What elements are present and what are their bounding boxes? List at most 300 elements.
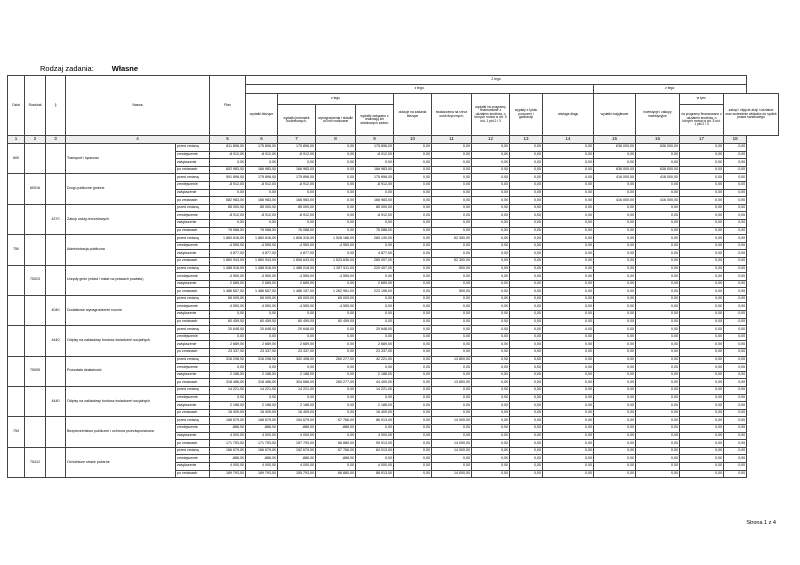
value-cell: 4 000,00: [210, 462, 246, 470]
value-cell: 16 409,00: [210, 409, 246, 417]
value-cell: 0,00: [724, 295, 747, 303]
value-cell: 1 860 616,00: [210, 235, 246, 243]
value-cell: 0,00: [432, 166, 472, 174]
value-cell: 0,00: [316, 144, 356, 152]
par-cell: 4040: [46, 295, 66, 325]
value-cell: 2 689,00: [246, 341, 278, 349]
value-cell: 0,00: [636, 181, 680, 189]
par-cell: [46, 356, 66, 386]
value-cell: 0,00: [680, 250, 724, 258]
value-cell: 67 766,00: [316, 417, 356, 425]
value-cell: 4 000,00: [278, 432, 316, 440]
column-number: 9: [356, 136, 394, 144]
value-cell: 0,00: [432, 349, 472, 357]
rozdzial-cell: [25, 326, 46, 356]
value-cell: 20 648,00: [356, 326, 394, 334]
value-cell: 0,00: [594, 159, 636, 167]
value-cell: 0,00: [636, 288, 680, 296]
value-cell: 0,00: [510, 265, 543, 273]
value-cell: 0,00: [472, 356, 510, 364]
row-label: po zmianach: [176, 318, 210, 326]
row-label: po zmianach: [176, 197, 210, 205]
value-cell: 0,00: [724, 151, 747, 159]
value-cell: 0,00: [543, 303, 594, 311]
value-cell: 318 486,00: [210, 379, 246, 387]
value-cell: 0,00: [510, 364, 543, 372]
value-cell: 1 808 643,00: [278, 257, 316, 265]
value-cell: 0,00: [594, 447, 636, 455]
value-cell: 0,00: [472, 341, 510, 349]
value-cell: 154 679,00: [278, 417, 316, 425]
value-cell: 0,00: [432, 159, 472, 167]
dzial-cell: 754: [8, 417, 25, 447]
table-row: [8, 295, 779, 303]
value-cell: 0,00: [316, 197, 356, 205]
value-cell: 0,00: [543, 204, 594, 212]
dzial-cell: 600: [8, 144, 25, 174]
value-cell: 0,00: [394, 326, 432, 334]
value-cell: 0,00: [510, 409, 543, 417]
value-cell: 2 689,00: [278, 280, 316, 288]
value-cell: 0,00: [210, 333, 246, 341]
value-cell: 0,00: [472, 235, 510, 243]
value-cell: 0,00: [543, 159, 594, 167]
value-cell: 1 486 657,00: [210, 288, 246, 296]
row-label: po zmianach: [176, 166, 210, 174]
value-cell: 0,00: [543, 462, 594, 470]
column-number: 15: [594, 136, 636, 144]
value-cell: 0,00: [636, 311, 680, 319]
value-cell: 0,00: [594, 288, 636, 296]
value-cell: 65 009,00: [210, 295, 246, 303]
value-cell: 0,00: [594, 181, 636, 189]
value-cell: 0,00: [472, 257, 510, 265]
task-type-value: Własne: [111, 64, 139, 73]
value-cell: 0,00: [472, 280, 510, 288]
value-cell: 4 000,00: [246, 462, 278, 470]
value-cell: 166 983,00: [246, 197, 278, 205]
value-cell: 0,00: [356, 242, 394, 250]
row-label: po zmianach: [176, 379, 210, 387]
value-cell: 0,00: [510, 432, 543, 440]
value-cell: 0,00: [210, 189, 246, 197]
value-cell: 0,00: [724, 250, 747, 258]
value-cell: 0,00: [316, 311, 356, 319]
value-cell: 0,00: [543, 151, 594, 159]
value-cell: 84 913,00: [356, 447, 394, 455]
value-cell: 52 300,00: [432, 235, 472, 243]
value-cell: 0,00: [724, 424, 747, 432]
value-cell: 0,00: [356, 273, 394, 281]
column-number: 4: [66, 136, 210, 144]
value-cell: -4 550,00: [278, 273, 316, 281]
value-cell: 0,00: [636, 159, 680, 167]
row-label: przed zmianą: [176, 144, 210, 152]
value-cell: -4 550,00: [278, 303, 316, 311]
value-cell: 0,00: [724, 333, 747, 341]
value-cell: 0,00: [394, 273, 432, 281]
value-cell: 0,00: [432, 204, 472, 212]
value-cell: 0,00: [680, 219, 724, 227]
row-label: po zmianach: [176, 288, 210, 296]
value-cell: 0,00: [246, 159, 278, 167]
value-cell: 85 000,00: [278, 204, 316, 212]
value-cell: 0,00: [394, 189, 432, 197]
value-cell: 0,00: [510, 424, 543, 432]
row-label: przed zmianą: [176, 326, 210, 334]
value-cell: 0,00: [394, 204, 432, 212]
value-cell: 0,00: [472, 417, 510, 425]
value-cell: 0,00: [510, 326, 543, 334]
value-cell: 0,00: [394, 447, 432, 455]
rozdzial-cell: 75023: [25, 265, 46, 295]
value-cell: 0,00: [636, 151, 680, 159]
value-cell: 0,00: [680, 402, 724, 410]
value-cell: 0,00: [594, 417, 636, 425]
value-cell: 0,00: [636, 227, 680, 235]
value-cell: -886,00: [246, 424, 278, 432]
row-label: przed zmianą: [176, 356, 210, 364]
column-number: 1: [8, 136, 25, 144]
value-cell: -4 550,00: [246, 273, 278, 281]
value-cell: 2 188,00: [356, 402, 394, 410]
value-cell: 0,00: [394, 462, 432, 470]
value-cell: 0,00: [316, 341, 356, 349]
col-majatkowe: wydatki majątkowe: [594, 94, 636, 136]
value-cell: 0,00: [394, 280, 432, 288]
value-cell: 0,00: [680, 341, 724, 349]
value-cell: 76 088,00: [246, 227, 278, 235]
par-cell: [46, 174, 66, 204]
value-cell: 0,00: [594, 364, 636, 372]
row-label: zwiększenie: [176, 371, 210, 379]
value-cell: 0,00: [472, 212, 510, 220]
row-label: zmniejszenie: [176, 303, 210, 311]
value-cell: 0,00: [724, 212, 747, 220]
value-cell: 0,00: [246, 219, 278, 227]
value-cell: 0,00: [432, 174, 472, 182]
value-cell: 0,00: [510, 356, 543, 364]
value-cell: 0,00: [680, 280, 724, 288]
row-label: przed zmianą: [176, 235, 210, 243]
value-cell: 0,00: [394, 440, 432, 448]
value-cell: 0,00: [510, 333, 543, 341]
value-cell: 0,00: [680, 204, 724, 212]
value-cell: 4 877,00: [210, 250, 246, 258]
value-cell: 0,00: [724, 273, 747, 281]
rozdzial-cell: 75412: [25, 447, 46, 477]
value-cell: 0,00: [543, 364, 594, 372]
value-cell: 0,00: [594, 311, 636, 319]
value-cell: 0,00: [636, 432, 680, 440]
value-cell: 60 459,00: [278, 318, 316, 326]
value-cell: 2 689,00: [210, 341, 246, 349]
name-cell: Urzędy gmin (miast i miast na prawach powiatu): [66, 265, 176, 295]
value-cell: 0,00: [724, 144, 747, 152]
value-cell: 0,00: [724, 166, 747, 174]
value-cell: 2 689,00: [246, 280, 278, 288]
value-cell: 0,00: [472, 333, 510, 341]
row-label: przed zmianą: [176, 387, 210, 395]
value-cell: 0,00: [724, 303, 747, 311]
value-cell: 0,00: [724, 311, 747, 319]
value-cell: 1 860 943,00: [246, 257, 278, 265]
value-cell: 0,00: [472, 219, 510, 227]
dzial-cell: [8, 204, 25, 234]
rozdzial-cell: [25, 144, 46, 174]
column-number: 18: [724, 136, 747, 144]
value-cell: 86 913,00: [356, 417, 394, 425]
value-cell: 0,00: [472, 409, 510, 417]
value-cell: 2 689,00: [210, 280, 246, 288]
value-cell: 0,00: [510, 462, 543, 470]
value-cell: 0,00: [432, 227, 472, 235]
value-cell: 0,00: [472, 470, 510, 478]
value-cell: 0,00: [543, 257, 594, 265]
value-cell: 0,00: [636, 212, 680, 220]
value-cell: 0,00: [472, 174, 510, 182]
value-cell: 0,00: [432, 151, 472, 159]
value-cell: 2 188,00: [246, 371, 278, 379]
value-cell: 76 088,00: [356, 227, 394, 235]
value-cell: 166 679,00: [246, 447, 278, 455]
value-cell: 14 000,00: [432, 417, 472, 425]
value-cell: 0,00: [316, 280, 356, 288]
value-cell: 302 498,00: [278, 356, 316, 364]
value-cell: 0,00: [680, 311, 724, 319]
value-cell: 0,00: [724, 242, 747, 250]
value-cell: 0,00: [316, 181, 356, 189]
value-cell: 0,00: [356, 318, 394, 326]
value-cell: 157 793,00: [278, 440, 316, 448]
value-cell: 0,00: [472, 265, 510, 273]
col-statutowe: wydatki związane z realizacją ich statutowych zadań;: [356, 105, 394, 136]
value-cell: 0,00: [543, 387, 594, 395]
table-row: [8, 417, 779, 425]
value-cell: 0,00: [724, 197, 747, 205]
value-cell: 0,00: [510, 212, 543, 220]
value-cell: 582 983,00: [210, 197, 246, 205]
value-cell: 0,00: [543, 326, 594, 334]
row-label: przed zmianą: [176, 174, 210, 182]
value-cell: 0,00: [636, 265, 680, 273]
value-cell: 0,00: [246, 394, 278, 402]
value-cell: 0,00: [680, 326, 724, 334]
value-cell: 0,00: [472, 402, 510, 410]
value-cell: 171 793,00: [246, 440, 278, 448]
value-cell: 0,00: [510, 219, 543, 227]
task-type: [40, 64, 138, 73]
value-cell: 0,00: [636, 295, 680, 303]
value-cell: 0,00: [543, 280, 594, 288]
rozdzial-cell: 75095: [25, 356, 46, 386]
value-cell: 14 000,00: [432, 447, 472, 455]
value-cell: 0,00: [510, 379, 543, 387]
value-cell: 0,00: [594, 265, 636, 273]
value-cell: 0,00: [432, 144, 472, 152]
value-cell: 0,00: [594, 356, 636, 364]
value-cell: 0,00: [472, 197, 510, 205]
value-cell: 0,00: [510, 394, 543, 402]
col-swiadczenia: świadczenia na rzecz osób fizycznych;: [432, 94, 472, 136]
value-cell: 0,00: [680, 295, 724, 303]
value-cell: 0,00: [543, 470, 594, 478]
value-cell: 0,00: [543, 349, 594, 357]
par-cell: [46, 417, 66, 447]
value-cell: 85 000,00: [210, 204, 246, 212]
value-cell: 0,00: [246, 333, 278, 341]
value-cell: 155 793,00: [278, 470, 316, 478]
value-cell: 175 896,00: [356, 144, 394, 152]
value-cell: 0,00: [680, 417, 724, 425]
value-cell: 0,00: [724, 440, 747, 448]
value-cell: 0,00: [680, 166, 724, 174]
value-cell: 0,00: [394, 250, 432, 258]
value-cell: 0,00: [316, 204, 356, 212]
value-cell: 0,00: [543, 273, 594, 281]
value-cell: 0,00: [394, 219, 432, 227]
value-cell: 0,00: [636, 333, 680, 341]
value-cell: -8 912,00: [246, 181, 278, 189]
value-cell: 0,00: [472, 273, 510, 281]
value-cell: 416 000,00: [636, 174, 680, 182]
value-cell: 0,00: [636, 356, 680, 364]
value-cell: 0,00: [432, 189, 472, 197]
value-cell: 14 000,00: [432, 440, 472, 448]
name-cell: Administracja publiczna: [66, 235, 176, 265]
row-label: zwiększenie: [176, 189, 210, 197]
value-cell: 0,00: [394, 318, 432, 326]
value-cell: 0,00: [472, 151, 510, 159]
value-cell: 0,00: [432, 455, 472, 463]
value-cell: 0,00: [594, 318, 636, 326]
table-row: [8, 174, 779, 182]
value-cell: 0,00: [472, 288, 510, 296]
value-cell: 0,00: [510, 273, 543, 281]
value-cell: 0,00: [680, 462, 724, 470]
row-label: zmniejszenie: [176, 242, 210, 250]
value-cell: 0,00: [394, 242, 432, 250]
value-cell: 0,00: [510, 311, 543, 319]
value-cell: 0,00: [636, 417, 680, 425]
value-cell: 0,00: [724, 349, 747, 357]
value-cell: 0,00: [316, 402, 356, 410]
column-number: 12: [472, 136, 510, 144]
value-cell: 0,00: [394, 402, 432, 410]
value-cell: 0,00: [680, 227, 724, 235]
value-cell: 4 877,00: [246, 250, 278, 258]
value-cell: 0,00: [636, 447, 680, 455]
row-label: zmniejszenie: [176, 212, 210, 220]
value-cell: 90 913,00: [356, 440, 394, 448]
value-cell: 220 407,00: [356, 265, 394, 273]
value-cell: 0,00: [724, 219, 747, 227]
value-cell: 636 000,00: [636, 144, 680, 152]
col-rozdzial: Rozdział: [25, 76, 46, 136]
value-cell: -8 912,00: [356, 151, 394, 159]
row-label: po zmianach: [176, 440, 210, 448]
value-cell: 0,00: [394, 197, 432, 205]
value-cell: 0,00: [594, 204, 636, 212]
value-cell: 0,00: [472, 295, 510, 303]
dzial-cell: [8, 174, 25, 204]
value-cell: 171 793,00: [210, 440, 246, 448]
value-cell: 0,00: [432, 394, 472, 402]
value-cell: 0,00: [394, 257, 432, 265]
value-cell: 0,00: [394, 144, 432, 152]
value-cell: 0,00: [394, 349, 432, 357]
value-cell: 0,00: [510, 440, 543, 448]
value-cell: 60 459,00: [316, 318, 356, 326]
par-cell: [46, 235, 66, 265]
row-label: zmniejszenie: [176, 181, 210, 189]
value-cell: 2 689,00: [278, 341, 316, 349]
value-cell: 0,00: [680, 356, 724, 364]
value-cell: 0,00: [432, 280, 472, 288]
task-type-label: Rodzaj zadania:: [40, 64, 94, 73]
value-cell: 318 486,00: [246, 379, 278, 387]
value-cell: 0,00: [394, 174, 432, 182]
value-cell: 4 000,00: [278, 462, 316, 470]
value-cell: 0,00: [472, 432, 510, 440]
value-cell: 0,00: [394, 159, 432, 167]
value-cell: 175 896,00: [246, 174, 278, 182]
value-cell: 0,00: [680, 144, 724, 152]
dzial-cell: [8, 326, 25, 356]
value-cell: 65 009,00: [246, 295, 278, 303]
value-cell: 0,00: [543, 288, 594, 296]
value-cell: 0,00: [316, 159, 356, 167]
value-cell: 44 409,00: [356, 379, 394, 387]
value-cell: 0,00: [724, 326, 747, 334]
column-number: 17: [680, 136, 724, 144]
value-cell: -4 550,00: [210, 273, 246, 281]
value-cell: 0,00: [594, 326, 636, 334]
value-cell: 0,00: [472, 303, 510, 311]
value-cell: 0,00: [472, 371, 510, 379]
value-cell: 0,00: [594, 379, 636, 387]
value-cell: 0,00: [472, 394, 510, 402]
value-cell: -886,00: [316, 424, 356, 432]
dzial-cell: [8, 265, 25, 295]
value-cell: 166 983,00: [246, 166, 278, 174]
row-label: przed zmianą: [176, 265, 210, 273]
value-cell: 0,00: [543, 144, 594, 152]
value-cell: -4 550,00: [316, 242, 356, 250]
value-cell: 0,00: [472, 311, 510, 319]
value-cell: 0,00: [543, 379, 594, 387]
value-cell: 166 983,00: [278, 166, 316, 174]
value-cell: 0,00: [278, 394, 316, 402]
value-cell: 0,00: [636, 440, 680, 448]
value-cell: 0,00: [680, 387, 724, 395]
value-cell: 0,00: [543, 181, 594, 189]
value-cell: -8 912,00: [278, 212, 316, 220]
header-z-tego-3: z tego: [278, 94, 394, 105]
value-cell: 0,00: [724, 356, 747, 364]
value-cell: 0,00: [510, 257, 543, 265]
value-cell: 2 188,00: [210, 402, 246, 410]
value-cell: 0,00: [510, 402, 543, 410]
row-label: przed zmianą: [176, 447, 210, 455]
value-cell: 0,00: [636, 455, 680, 463]
value-cell: 23 337,00: [278, 349, 316, 357]
value-cell: 0,00: [356, 394, 394, 402]
value-cell: 1 488 018,00: [278, 265, 316, 273]
value-cell: 0,00: [394, 356, 432, 364]
value-cell: 0,00: [316, 333, 356, 341]
value-cell: 20 648,00: [210, 326, 246, 334]
